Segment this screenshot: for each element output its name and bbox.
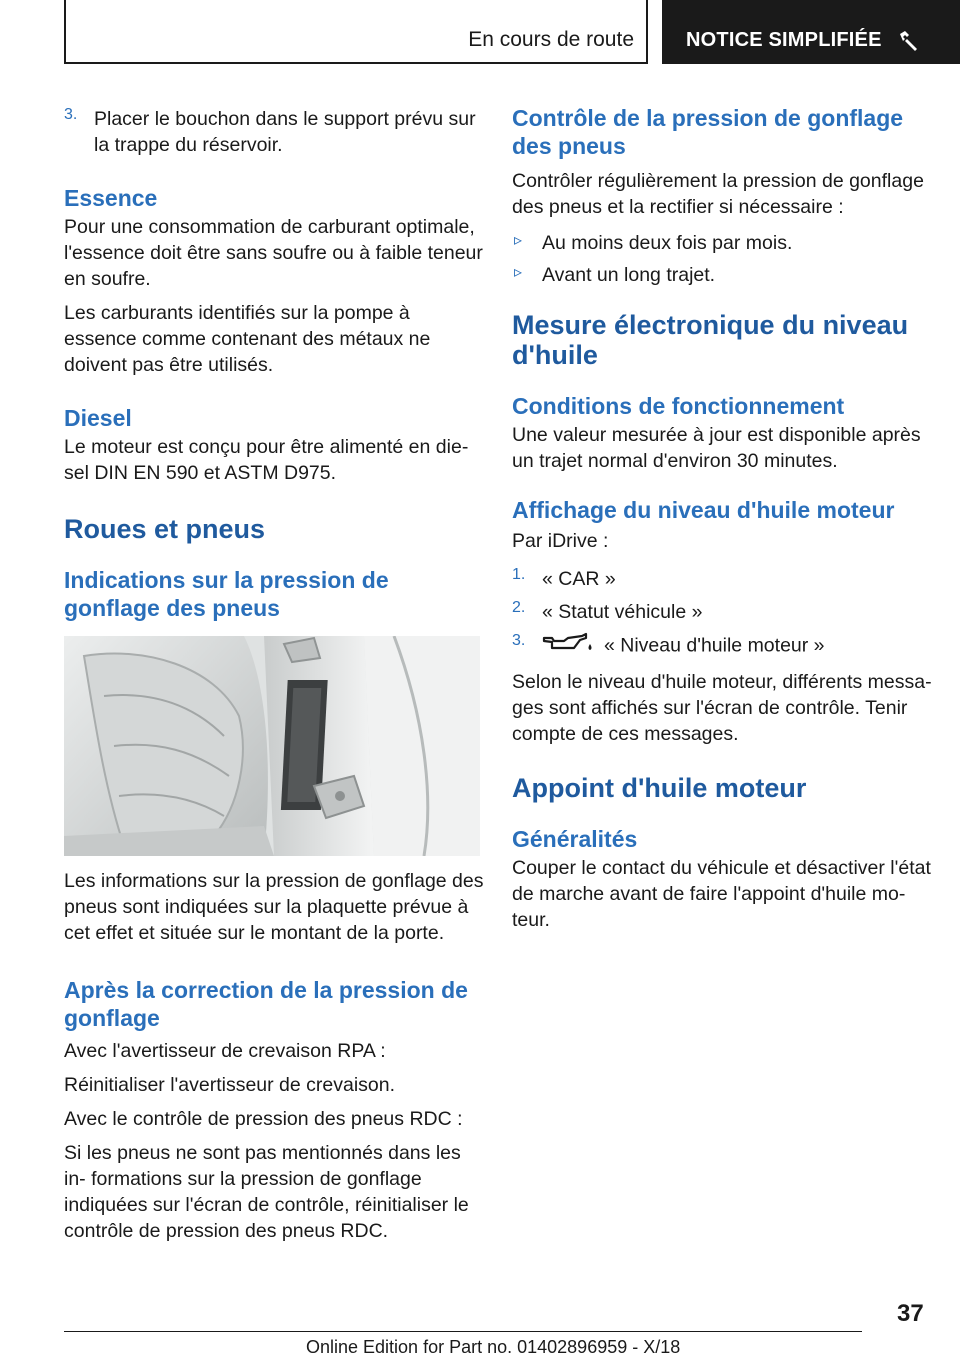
list-item xyxy=(64,106,484,158)
list-item xyxy=(512,599,932,625)
list-number: 3. xyxy=(512,632,526,649)
conditions-heading: Conditions de fonctionnement xyxy=(512,393,845,419)
affichage-heading: Affichage du niveau d'huile moteur xyxy=(512,497,895,523)
notice-tab-label: NOTICE SIMPLIFIÉE xyxy=(686,29,882,51)
apres-heading: Après la correction de la pression de gonflage xyxy=(64,977,468,1031)
generalites-paragraph: Couper le contact du véhicule et désactiver l'état de marche avant de faire l'appoint d'huile mo‐ teur. xyxy=(512,857,931,931)
bullet-text: Au moins deux fois par mois. xyxy=(542,232,793,254)
notice-tab xyxy=(662,0,960,64)
list-number: 3. xyxy=(64,106,78,123)
list-item xyxy=(512,566,932,592)
photo-caption: Les informations sur la pression de gonflage des pneus sont indiquées sur la plaquette prévue à cet effet et située sur le montant de la porte. xyxy=(64,870,484,944)
list-text: « Statut véhicule » xyxy=(542,601,703,623)
triangle-bullet-icon: ▹ xyxy=(514,232,523,249)
list-text: « CAR » xyxy=(542,568,616,590)
essence-paragraph-1: Pour une consommation de carburant optimale, l'essence doit être sans soufre ou à faible teneur en soufre. xyxy=(64,216,483,290)
apres-paragraph-4: Si les pneus ne sont pas mentionnés dans les in‐ formations sur la pression de gonflage indiquées sur l'écran de contrôle, réinitialiser le contrôle de pression des pneus RDC. xyxy=(64,1142,469,1242)
list-number: 1. xyxy=(512,566,526,583)
tools-icon xyxy=(898,30,920,57)
conditions-paragraph: Une valeur mesurée à jour est disponible après un trajet normal d'environ 30 minutes. xyxy=(512,424,921,472)
appoint-heading: Appoint d'huile moteur xyxy=(512,773,807,803)
page-number: 37 xyxy=(897,1300,924,1327)
list-item xyxy=(512,262,932,288)
left-column xyxy=(64,96,484,1244)
list-number: 2. xyxy=(512,599,526,616)
edition-text: Online Edition for Part no. 01402896959 - X/18 xyxy=(306,1337,681,1357)
list-item xyxy=(512,632,932,661)
diesel-paragraph: Le moteur est conçu pour être alimenté en die‐ sel DIN EN 590 et ASTM D975. xyxy=(64,436,469,484)
right-column xyxy=(512,96,932,933)
apres-paragraph-2: Réinitialiser l'avertisseur de crevaison. xyxy=(64,1074,396,1096)
oil-can-icon xyxy=(542,632,594,661)
footer-divider xyxy=(64,1331,862,1332)
bullet-text: Avant un long trajet. xyxy=(542,264,716,286)
mesure-heading: Mesure électronique du niveau d'huile xyxy=(512,310,909,370)
controle-paragraph: Contrôler régulièrement la pression de gonflage des pneus et la rectifier si nécessaire : xyxy=(512,170,924,218)
diesel-heading: Diesel xyxy=(64,405,132,431)
list-text: Placer le bouchon dans le support prévu sur la trappe du réservoir. xyxy=(94,108,476,156)
apres-paragraph-1: Avec l'avertisseur de crevaison RPA : xyxy=(64,1040,386,1062)
roues-heading: Roues et pneus xyxy=(64,514,266,544)
list-item xyxy=(512,230,932,256)
door-pillar-photo xyxy=(64,636,480,856)
essence-paragraph-2: Les carburants identifiés sur la pompe à essence comme contenant des métaux ne doivent pas être utilisés. xyxy=(64,302,431,376)
essence-heading: Essence xyxy=(64,185,158,211)
affichage-paragraph: Par iDrive : xyxy=(512,530,609,552)
triangle-bullet-icon: ▹ xyxy=(514,264,523,281)
indications-heading: Indications sur la pression de gonflage des pneus xyxy=(64,567,389,621)
list-text xyxy=(542,632,932,661)
section-title: En cours de route xyxy=(468,28,634,51)
controle-heading: Contrôle de la pression de gonflage des pneus xyxy=(512,105,904,159)
generalites-heading: Généralités xyxy=(512,826,638,852)
step3-label: « Niveau d'huile moteur » xyxy=(604,634,825,657)
selon-paragraph: Selon le niveau d'huile moteur, différents messa‐ ges sont affichés sur l'écran de contrôle. Tenir compte de ces messages. xyxy=(512,671,932,745)
apres-paragraph-3: Avec le contrôle de pression des pneus RDC : xyxy=(64,1108,463,1130)
